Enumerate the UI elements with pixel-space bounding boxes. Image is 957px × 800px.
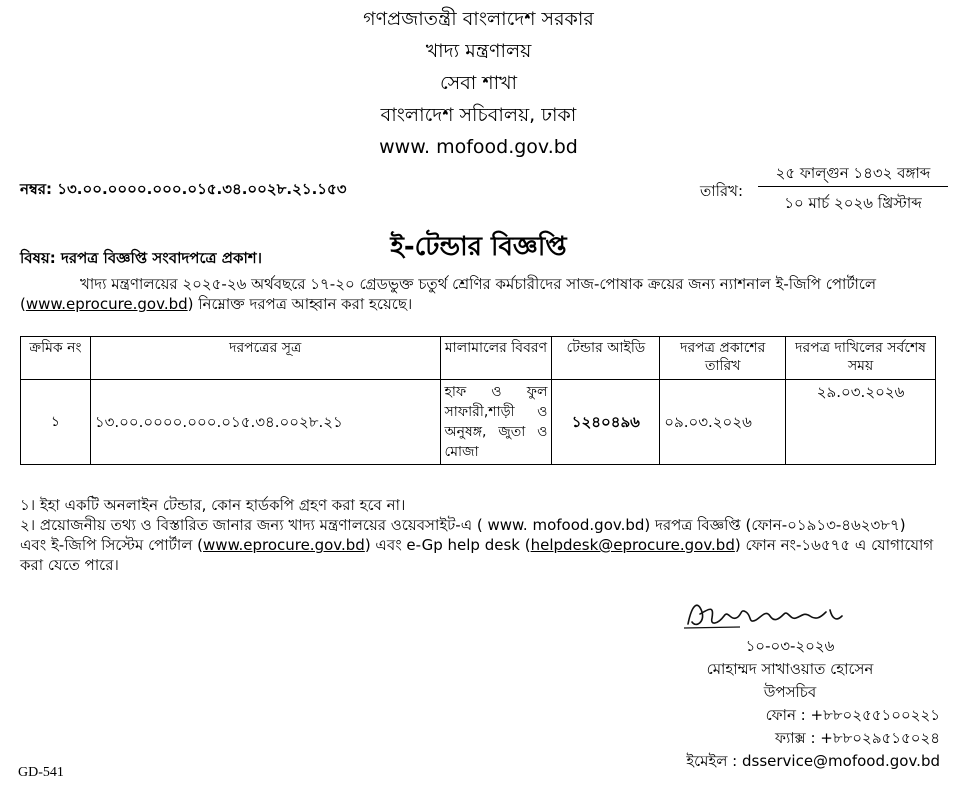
signatory-email: ইমেইল : dsservice@mofood.gov.bd [686, 752, 940, 770]
notice-body [20, 274, 935, 314]
gd-code: GD-541 [18, 765, 64, 780]
cell-goods: হাফ ও ফুল সাফারী,শাড়ী ও অনুষঙ্গ, জুতা ও মোজা [440, 380, 552, 465]
header-publish-date: দরপত্র প্রকাশের তারিখ [660, 337, 786, 380]
notes [20, 495, 936, 575]
header-tender-id: টেন্ডার আইডি [552, 337, 660, 380]
note-1: ১। ইহা একটি অনলাইন টেন্ডার, কোন হার্ডকপি গ্রহণ করা হবে না। [20, 496, 406, 514]
date-label: তারিখ: [700, 182, 744, 200]
signatory-fax: ফ্যাক্স : +৮৮০২৯৫১৫০২৪ [775, 729, 940, 747]
header-deadline: দরপত্র দাখিলের সর্বশেষ সময় [786, 337, 936, 380]
helpdesk-email-link[interactable]: helpdesk@eprocure.gov.bd [530, 536, 735, 554]
government-name: গণপ্রজাতন্ত্রী বাংলাদেশ সরকার [363, 8, 594, 30]
table-row [21, 380, 936, 465]
cell-tender-id: ১২৪০৪৯৬ [552, 380, 660, 465]
signature-date: ১০-০৩-২০২৬ [745, 637, 835, 655]
signatory-phone: ফোন : +৮৮০২৫৫১০০২২১ [765, 706, 940, 724]
table-header-row [21, 337, 936, 380]
note-2: ২। প্রয়োজনীয় তথ্য ও বিস্তারিত জানার জন্য খাদ্য মন্ত্রণালয়ের ওয়েবসাইট-এ ( www. mofood.gov.bd) দরপত্র বিজ্ঞপ্তি (ফোন-০১৯১৩-৪৬২৩৮৭) এবং ই-জিপি সিস্টেম পোর্টাল (www.eprocure.gov.bd) এবং e-Gp help desk (helpdesk@eprocure.gov.bd) ফোন নং-১৬৫৭৫ এ যোগাযোগ করা যেতে পারে। [20, 516, 934, 574]
body-text-2: ) নিম্নোক্ত দরপত্র আহ্বান করা হয়েছে। [187, 295, 413, 313]
cell-publish-date: ০৯.০৩.২০২৬ [660, 380, 786, 465]
notice-subject: বিষয়: দরপত্র বিজ্ঞপ্তি সংবাদপত্রে প্রকাশ। [20, 249, 263, 267]
body-text-1: খাদ্য মন্ত্রণালয়ের ২০২৫-২৬ অর্থবছরে ১৭-২০ গ্রেডভুক্ত চতুর্থ শ্রেণির কর্মচারীদের সাজ-পোষাক ক্রয়ের জন্য ন্যাশনাল ই-জিপি পোর্টালে ( [20, 275, 877, 313]
signature-block [600, 635, 940, 773]
cell-serial: ১ [21, 380, 91, 465]
date-bangla: ২৫ ফাল্গুন ১৪৩২ বঙ্গাব্দ [775, 164, 931, 182]
office-address: বাংলাদেশ সচিবালয়, ঢাকা [380, 104, 577, 126]
date-gregorian: ১০ মার্চ ২০২৬ খ্রিস্টাব্দ [784, 194, 922, 212]
header-reference: দরপত্রের সূত্র [90, 337, 440, 380]
branch-name: সেবা শাখা [439, 72, 518, 94]
website: www. mofood.gov.bd [379, 136, 578, 158]
signatory-name: মোহাম্মদ সাখাওয়াত হোসেন [706, 660, 874, 678]
handwritten-signature [680, 594, 850, 636]
memo-number: নম্বর: ১৩.০০.০০০০.০০০.০১৫.৩৪.০০২৮.২১.১৫৩ [20, 180, 347, 198]
cell-deadline: ২৯.০৩.২০২৬ [786, 380, 936, 465]
eprocure-link[interactable]: www.eprocure.gov.bd [25, 295, 188, 313]
tender-table [20, 336, 936, 465]
eprocure-portal-link[interactable]: www.eprocure.gov.bd [203, 536, 365, 554]
header-serial: ক্রমিক নং [21, 337, 91, 380]
notice-title: ই-টেন্ডার বিজ্ঞপ্তি [390, 232, 567, 262]
signatory-designation: উপসচিব [763, 683, 817, 701]
ministry-name: খাদ্য মন্ত্রণালয় [425, 40, 532, 62]
date-divider [758, 186, 948, 187]
cell-reference: ১৩.০০.০০০০.০০০.০১৫.৩৪.০০২৮.২১ [90, 380, 440, 465]
header-goods: মালামালের বিবরণ [440, 337, 552, 380]
